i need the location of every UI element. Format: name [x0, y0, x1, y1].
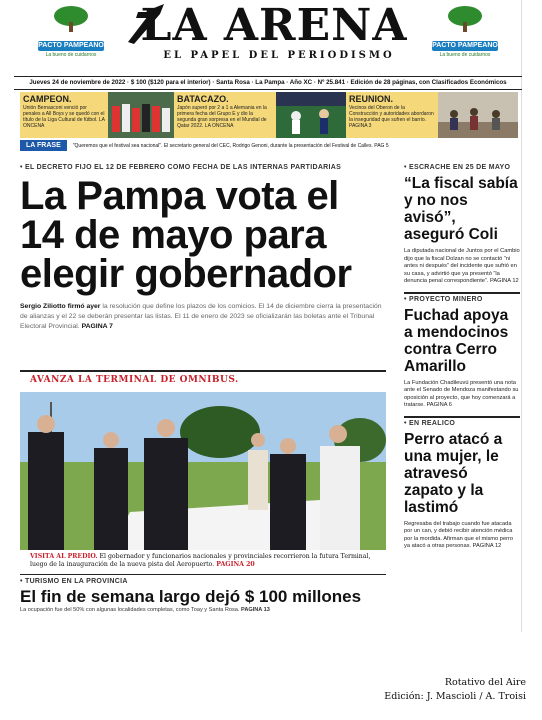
- pacto-label: PACTO PAMPEANO: [38, 42, 104, 49]
- newspaper-title: LA ARENA: [140, 0, 408, 51]
- photo-story[interactable]: [20, 370, 386, 574]
- side-text: La Fundación Chadileuvú presentó una nota ante el Senado de Mendoza manifestando su oposición al proyecto, que hoy comenzará a tratarse. PAGINA 6: [404, 379, 519, 408]
- side-kicker: • PROYECTO MINERO: [404, 296, 520, 303]
- side-kicker: • ESCRACHE EN 25 DE MAYO: [404, 164, 520, 171]
- caption-page: PAGINA 20: [214, 561, 255, 568]
- pacto-pampeano-logo-left: [38, 4, 104, 64]
- teaser-title: BATACAZO.: [177, 94, 229, 104]
- newspaper-subtitle: EL PAPEL DEL PERIODISMO: [163, 50, 395, 61]
- pacto-tag: La bueno de cuidarnos: [439, 52, 491, 58]
- teaser-text: Unión Bernasconi venció por penales a All Boys y se quedó con el título de la Liga Cultural de fútbol. LA ONCENA: [23, 105, 105, 129]
- football-team-photo: [108, 92, 174, 138]
- teaser-campeon[interactable]: [20, 92, 108, 138]
- teaser-reunion[interactable]: [346, 92, 438, 138]
- teaser-text: Japón superó por 2 a 1 a Alemania en la primera fecha del Grupo E y dio la segunda gran sorpresa en el Mundial de Qatar 2022. LA ONCENA: [177, 105, 267, 129]
- teaser-batacazo[interactable]: [174, 92, 276, 138]
- photo-title: AVANZA LA TERMINAL DE OMNIBUS.: [30, 375, 239, 385]
- dateline: Jueves 24 de noviembre de 2022 · $ 100 ($120 para el interior) · Santa Rosa · La Pampa · Año XC · Nº 25.841 · Edición de 28 páginas, con Clasificados Económicos: [14, 76, 522, 90]
- lead-bold: Sergio Ziliotto firmó ayer: [20, 303, 101, 310]
- teaser-campeon-photo: [108, 92, 174, 138]
- photo-caption: [30, 553, 382, 569]
- lead-page: PAGINA 7: [79, 323, 113, 330]
- main-story[interactable]: [20, 164, 386, 332]
- side-text: Regresaba del trabajo cuando fue atacada por un can, y debió recibir atención médica por la mordida. Afirman que el mismo perro ya atacó a otras personas. PAGINA 12: [404, 520, 514, 549]
- lead-text: la resolución que define los plazos de los comicios. El 14 de diciembre cierra la presentación de alianzas y el 22 se deberán presentar las listas. El 11 de enero de 2023 se oficializarán las boletas ante el Tribunal Electoral Provincial.: [20, 303, 382, 330]
- turismo-text: La ocupación fue del 50% con algunas localidades completas, como Toay y Santa Rosa. PAGINA 13: [20, 607, 270, 613]
- pacto-tag: La bueno de cuidarnos: [45, 52, 97, 58]
- caption-bold: VISITA AL PREDIO.: [30, 553, 98, 560]
- side-story-perro[interactable]: [404, 420, 520, 551]
- newspaper-front-page: [14, 0, 522, 632]
- side-headline[interactable]: “La fiscal sabía y no nos avisó”, aseguró Coli: [404, 175, 518, 243]
- main-lead: [20, 302, 386, 332]
- credit-line-1: Rotativo del Aire: [444, 677, 526, 688]
- teaser-title: REUNION.: [349, 94, 394, 104]
- turismo-story[interactable]: [20, 574, 386, 613]
- pacto-pampeano-logo-right: [432, 4, 498, 64]
- meeting-photo: [438, 92, 518, 138]
- side-headline[interactable]: Fuchad apoya a mendocinos contra Cerro Amarillo: [404, 306, 509, 375]
- side-kicker: • EN REALICO: [404, 420, 520, 427]
- teaser-title: CAMPEON.: [23, 94, 72, 104]
- masthead: [14, 0, 522, 76]
- turismo-kicker: • TURISMO EN LA PROVINCIA: [20, 578, 386, 585]
- turismo-headline[interactable]: El fin de semana largo dejó $ 100 millones: [20, 587, 362, 606]
- divider: [404, 416, 520, 418]
- terminal-visit-photo: [20, 392, 386, 550]
- caption-text: El gobernador y funcionarios nacionales y provinciales recorrieron la futura Terminal, luego de la inauguración de la nueva pista del Aeropuerto.: [30, 553, 371, 568]
- top-teasers: [20, 92, 518, 138]
- main-kicker: • EL DECRETO FIJO EL 12 DE FEBRERO COMO FECHA DE LAS INTERNAS PARTIDARIAS: [20, 164, 386, 171]
- la-frase-label: LA FRASE: [20, 140, 67, 151]
- credit-line-2: Edición: J. Mascioli / A. Troisi: [384, 691, 526, 702]
- side-column: [404, 164, 520, 551]
- la-frase-text: "Queremos que el festival sea nacional". El secretario general del CEC, Rodrigo Genoni, durante la presentación del Festival de Calles. PAG 5: [72, 142, 389, 149]
- pacto-label: PACTO PAMPEANO: [432, 42, 498, 49]
- teaser-text: Vecinos del Oberon de la Construcción y autoridades abordaron la inseguridad que sufren el barrio. PAGINA 3: [349, 105, 434, 129]
- credits: [384, 676, 526, 704]
- main-headline[interactable]: La Pampa vota el 14 de mayo para elegir gobernador: [20, 174, 352, 296]
- divider: [404, 292, 520, 294]
- tree-icon: [51, 4, 91, 34]
- la-frase-bar: [20, 140, 518, 151]
- officials-photo: [20, 392, 386, 550]
- side-story-fiscal[interactable]: [404, 164, 520, 286]
- teaser-batacazo-photo: [276, 92, 346, 138]
- side-headline[interactable]: Perro atacó a una mujer, le atravesó zapato y la lastimó: [404, 430, 503, 516]
- teaser-reunion-photo: [438, 92, 518, 138]
- side-story-fuchad[interactable]: [404, 296, 520, 410]
- side-text: La diputada nacional de Juntos por el Cambio dijo que la fiscal Dolzan no se contactó “ni antes ni después” del incidente que sufrió en su casa, y advirtió que ya presentó “la denuncia penal correspondiente”. PAGINA 12: [404, 248, 520, 284]
- tree-icon: [445, 4, 485, 34]
- soccer-match-photo: [276, 92, 346, 138]
